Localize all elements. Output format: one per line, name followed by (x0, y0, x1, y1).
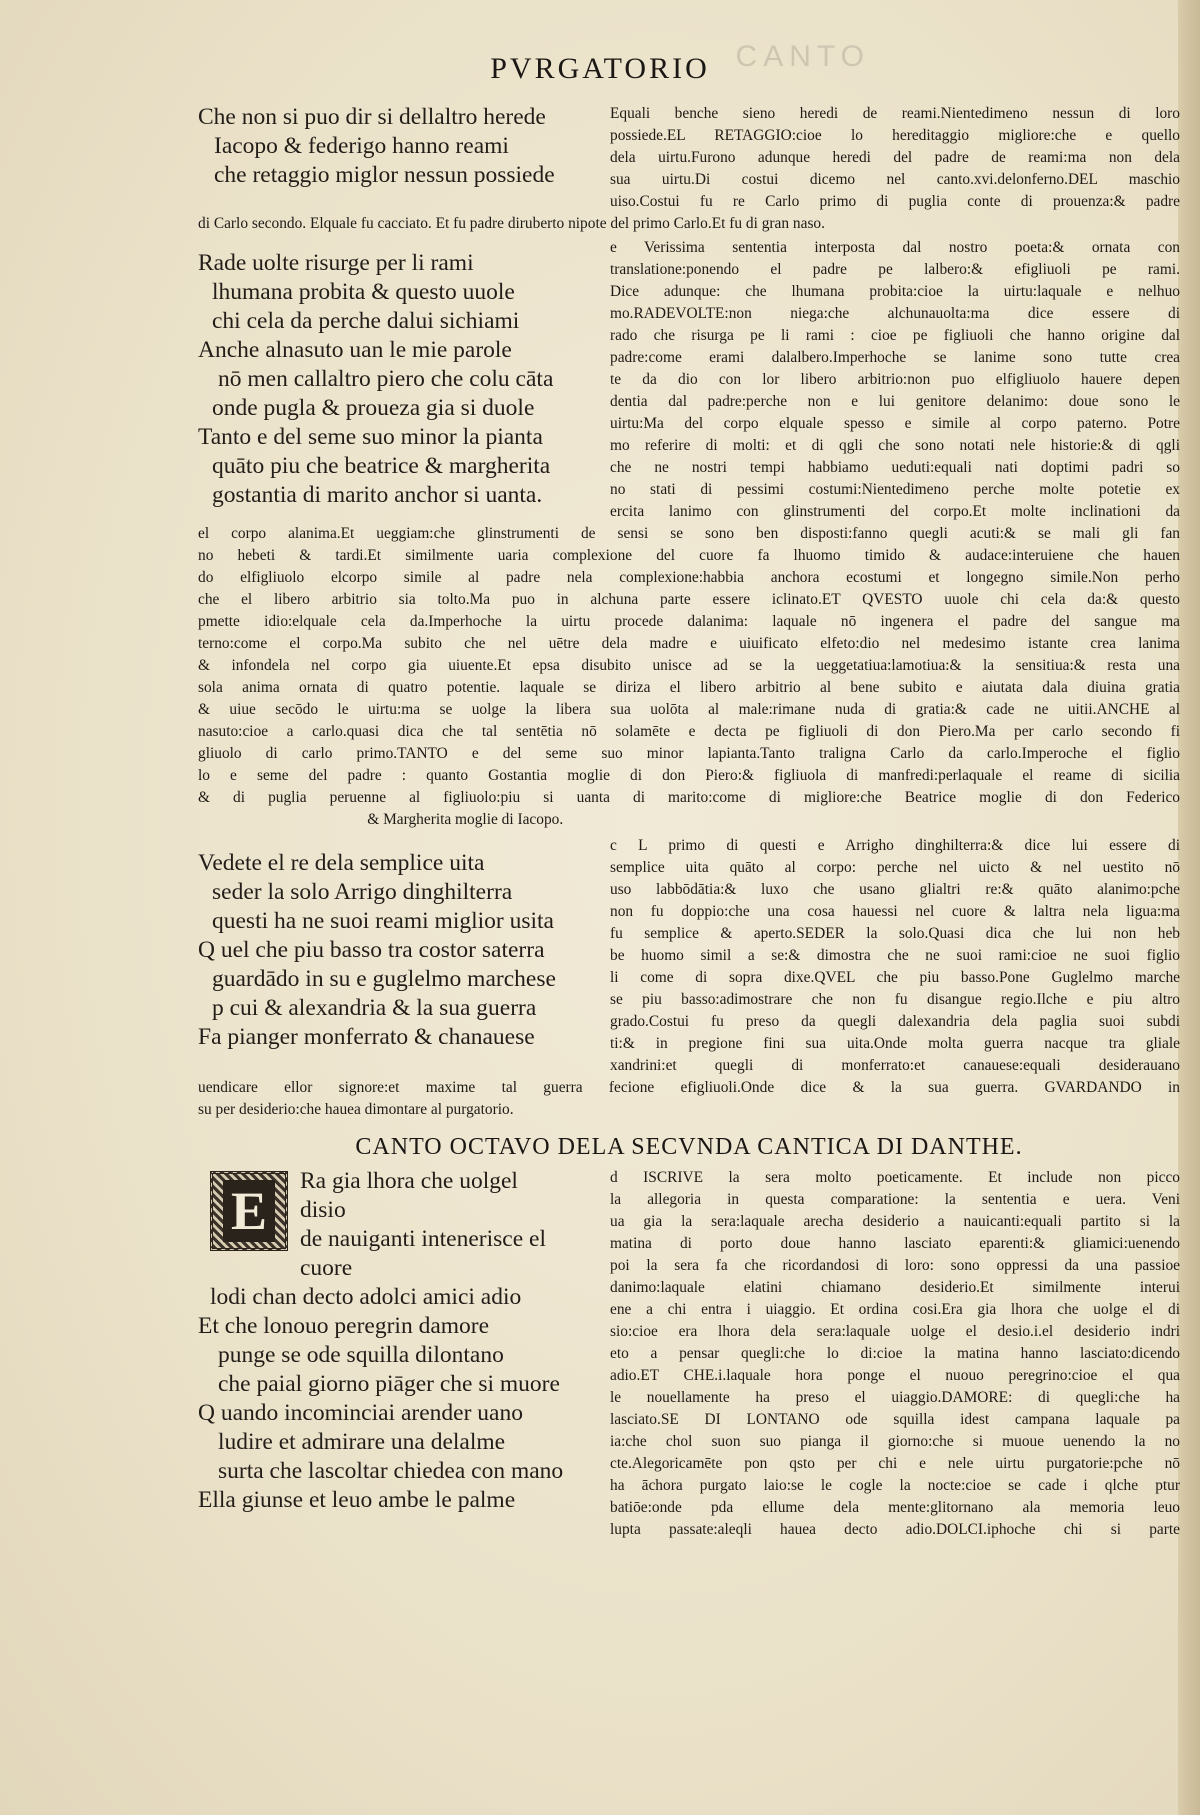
commentary-line: la allegoria in questa comparatione: la sententia e uera. Veni (610, 1191, 1180, 1208)
commentary-line: lo e seme del padre : quanto Gostantia moglie di don Piero:& figliuola di manfredi:perlaquale el reame di sicilia (198, 767, 1180, 784)
commentary-line: dentia dal padre:perche non e lui genitore delanimo: doue sono le (610, 393, 1180, 410)
commentary-block (610, 237, 1180, 523)
verse-line: seder la solo Arrigo dinghilterra (212, 879, 513, 905)
commentary-block (610, 835, 1180, 1077)
commentary-line: no stati di pessimi costumi:Nientedimeno perche molte potetie ex (610, 481, 1180, 498)
commentary-line: batiōe:onde pda ellume dela mente:glitornano ala memoria leuo (610, 1499, 1180, 1516)
commentary-line: grado.Costui fu preso da quegli dalexandria dela paglia suoi subdi (610, 1013, 1180, 1030)
verse-line: Iacopo & federigo hanno reami (214, 133, 509, 159)
running-head: PVRGATORIO (490, 52, 710, 85)
verse-block (198, 1167, 598, 1541)
commentary-line: mo.RADEVOLTE:non niega:che alchunauolta:ma dice essere di (610, 305, 1180, 322)
verse-line: punge se ode squilla dilontano (218, 1342, 504, 1368)
commentary-line: uiso.Costui fu re Carlo primo di puglia conte di prouenza:& padre (610, 193, 1180, 210)
verse-line: Rade uolte risurge per li rami (198, 250, 474, 276)
commentary-line: & di puglia peruenne al figliuolo:piu si uanta di marito:come di migliore:che Beatrice moglie di don Federico (198, 789, 1180, 806)
verse-line: Et che lonouo peregrin damore (198, 1313, 490, 1339)
commentary-line: poi la sera fa che ricordandosi di loro: sono oppressi da una passioe (610, 1257, 1180, 1274)
commentary-line: le nouellamente ha preso el uiaggio.DAMORE: di quegli:che ha (610, 1389, 1180, 1406)
verse-line: Ella giunse et leuo ambe le palme (198, 1487, 516, 1513)
commentary-block (610, 103, 1180, 213)
commentary-line: sio:cioe era lhora dela sera:laquale uolge el desio.i.el desiderio indri (610, 1323, 1180, 1340)
commentary-line: Equali benche sieno heredi de reami.Nientedimeno nessun di loro (610, 105, 1180, 122)
section-3 (198, 835, 1180, 1077)
commentary-line: uirtu:Ma del corpo elquale spesso e simile al corpo paterno. Potre (610, 415, 1180, 432)
verse-line: Che non si puo dir si dellaltro herede (198, 104, 546, 130)
commentary-line: c L primo di questi e Arrigho dinghilterra:& dice lui essere di (610, 837, 1180, 854)
section-1 (198, 103, 1180, 213)
verse-line: Q uando incominciai arender uano (198, 1400, 523, 1426)
commentary-line: semplice uita quāto al corpo: perche nel uicto & nel uestito nō (610, 859, 1180, 876)
verse-line: de nauiganti intenerisce el (300, 1226, 546, 1252)
verse-line: questi ha ne suoi reami miglior usita (212, 908, 554, 934)
commentary-line: & Margherita moglie di Iacopo. (198, 811, 564, 828)
verse-line: Vedete el re dela semplice uita (198, 850, 485, 876)
verse-block (198, 835, 598, 1077)
verse-line: chi cela da perche dalui sichiami (212, 308, 520, 334)
commentary-line: d ISCRIVE la sera molto poeticamente. Et include non picco (610, 1169, 1180, 1186)
commentary-line: uso labbōdātia:& luxo che usano glialtri re:& quāto alanimo:pche (610, 881, 1180, 898)
commentary-line: gliuolo di carlo primo.TANTO e del seme suo minor lapianta.Tanto traligna Carlo da carlo.Imperoche el figlio (198, 745, 1180, 762)
commentary-line: te da dio con lor libero arbitrio:non puo elfigliuolo hauere depen (610, 371, 1180, 388)
section-4 (198, 1167, 1180, 1541)
verse-line: guardādo in su e guglelmo marchese (212, 966, 556, 992)
commentary-line: fu semplice & aperto.SEDER la solo.Quasi dica che lui non heb (610, 925, 1180, 942)
verse-line: che retaggio miglor nessun possiede (214, 162, 555, 188)
verse-line: Tanto e del seme suo minor la pianta (198, 424, 543, 450)
commentary-line: che ne nostri tempi habbiamo ueduti:equali nati doptimi padri so (610, 459, 1180, 476)
incipit-lines (300, 1167, 546, 1283)
commentary-full (198, 1077, 1180, 1121)
commentary-line: non fu doppio:che una cosa hauessi nel cuore & laltra nela ligua:ma (610, 903, 1180, 920)
commentary-line: padre:come erami dalalbero.Imperhoche se lanime sono tutte crea (610, 349, 1180, 366)
commentary-line: danimo:laquale elatini chiamano desiderio.Et similmente interui (610, 1279, 1180, 1296)
verse-line: che paial giorno piāger che si muore (218, 1371, 560, 1397)
verse-line: Ra gia lhora che uolgel (300, 1168, 518, 1194)
decorated-initial (210, 1171, 288, 1251)
commentary-line: li come di sopra dixe.QVEL che piu basso.Pone Guglelmo marche (610, 969, 1180, 986)
commentary-line: & uiue secōdo le uirtu:ma se uolge la libera sua uolōta al male:rimane nuda di gratia:& cade ne uitii.ANCHE al (198, 701, 1180, 718)
commentary-line: di Carlo secondo. Elquale fu cacciato. Et fu padre diruberto nipote del primo Carlo.Et fu di gran naso. (198, 215, 825, 232)
verse-line: surta che lascoltar chiedea con mano (218, 1458, 564, 1484)
commentary-line: uendicare ellor signore:et maxime tal guerra fecione efigliuoli.Onde dice & la sua guerra. GVARDANDO in (198, 1079, 1180, 1096)
verse-line: Q uel che piu basso tra costor saterra (198, 937, 545, 963)
verse-line: p cui & alexandria & la sua guerra (212, 995, 537, 1021)
commentary-line: be huomo simil a se:& dimostra che ne suoi rami:cioe ne suoi figlio (610, 947, 1180, 964)
commentary-line: no hebeti & tardi.Et similmente uaria complexione del cuore fa lhuomo timido & audace:interuiene che hauen (198, 547, 1180, 564)
binding-gutter (1178, 0, 1200, 1815)
bleed-through-text: CANTO (735, 40, 870, 73)
verse-line: disio (300, 1197, 346, 1223)
verse-line: quāto piu che beatrice & margherita (212, 453, 551, 479)
verse-line: nō men callaltro piero che colu cāta (218, 366, 554, 392)
commentary-line: matina di porto doue hanno lasciato eparenti:& gliamici:uenendo (610, 1235, 1180, 1252)
commentary-line: xandrini:et quegli di monferrato:et canauese:equali desiderauano (610, 1057, 1180, 1074)
verse-line: cuore (300, 1255, 353, 1281)
commentary-line: & infondela nel corpo gia uiuente.Et epsa disubito unisce ad se la ueggetatiua:lamotiua:& la sensitiua:& resta una (198, 657, 1180, 674)
commentary-line: lupta passate:aleqli hauea decto adio.DOLCI.iphoche chi si parte (610, 1521, 1180, 1538)
commentary-line: su per desiderio:che hauea dimontare al purgatorio. (198, 1101, 514, 1118)
verse-line: lodi chan decto adolci amici adio (210, 1284, 522, 1310)
commentary-line: possiede.EL RETAGGIO:cioe lo hereditaggio migliore:che e quello (610, 127, 1180, 144)
commentary-line: ti:& in pregione fini sua uita.Onde molta guerra nacque tra gliale (610, 1035, 1180, 1052)
commentary-line: translatione:ponendo el padre pe lalbero:& efigliuoli pe rami. (610, 261, 1180, 278)
incipit (198, 1167, 598, 1283)
verse-line: onde pugla & proueza gia si duole (212, 395, 535, 421)
verse-block (198, 237, 598, 523)
commentary-line: pmette idio:elquale cela da.Imperhoche la uirtu procede dalanima: laquale nō ingenera el padre del sangue ma (198, 613, 1180, 630)
commentary-line: che el libero arbitrio sia tolto.Ma puo in alchuna parte essere iclinato.ET QVESTO uuole chi cela da:& questo (198, 591, 1180, 608)
commentary-full (198, 523, 1180, 831)
commentary-line: terno:come el corpo.Ma subito che nel uētre dela madre e uiuificato elfeto:dio nel medesimo istante crea lanima (198, 635, 1180, 652)
page-content (198, 103, 1180, 1541)
commentary-line: ercita lanimo con glinstrumenti del corpo.Et molte inclinationi da (610, 503, 1180, 520)
commentary-block (610, 1167, 1180, 1541)
commentary-line: el corpo alanima.Et ueggiam:che glinstrumenti de sensi se sono ben disposti:fanno quegli acuti:& se mali gli fan (198, 525, 1180, 542)
commentary-line: sola anima ornata di quatro potentie. laquale se diriza el libero arbitrio al bene subito e aiutata dala diuina gratia (198, 679, 1180, 696)
commentary-line: mo referire di molti: et di qgli che sono notati nele historie:& di qgli (610, 437, 1180, 454)
commentary-line: nasuto:cioe a carlo.quasi dica che tal sentētia nō solamēte e decta pe figliuoli di don Piero.Ma per carlo secondo fi (198, 723, 1180, 740)
commentary-line: rado che risurga pe li rami : cioe pe figliuoli che hanno origine dal (610, 327, 1180, 344)
verse-line: Fa pianger monferrato & chanauese (198, 1024, 535, 1050)
commentary-line: dela uirtu.Furono adunque heredi del padre de reami:ma non dela (610, 149, 1180, 166)
verse-line: lhumana probita & questo uuole (212, 279, 515, 305)
commentary-line: ha āchora purgato laio:se le cogle la nocte:cioe se cade i qlche ptur (610, 1477, 1180, 1494)
verse-line: ludire et admirare una delalme (218, 1429, 506, 1455)
initial-letter: E (223, 1180, 275, 1242)
commentary-line: Dice adunque: che lhumana probita:cioe la uirtu:laquale e nelhuo (610, 283, 1180, 300)
verse-line: gostantia di marito anchor si uanta. (212, 482, 543, 508)
commentary-full (198, 213, 1180, 235)
commentary-line: ua gia la sera:laquale arecha desiderio a nauicanti:equali partito si la (610, 1213, 1180, 1230)
commentary-line: cte.Alegoricamēte pon qsto per chi e nele uirtu purgatorie:pche nō (610, 1455, 1180, 1472)
commentary-line: ene a chi entra i uiaggio. Et ordina cosi.Era gia lhora che uolge el di (610, 1301, 1180, 1318)
verse-line: Anche alnasuto uan le mie parole (198, 337, 512, 363)
commentary-line: e Verissima sententia interposta dal nostro poeta:& ornata con (610, 239, 1180, 256)
verse-block (198, 103, 598, 213)
commentary-line: se piu basso:adimostrare che non fu disangue regio.Ilche e piu altro (610, 991, 1180, 1008)
commentary-line: adio.ET CHE.i.laquale hora ponge el nuouo peregrino:cioe el qua (610, 1367, 1180, 1384)
section-2 (198, 237, 1180, 523)
commentary-line: sua uirtu.Di costui dicemo nel canto.xvi.delonferno.DEL maschio (610, 171, 1180, 188)
commentary-line: eto a pensar quegli:che lo di:cioe la matina hanno lasciato:dicendo (610, 1345, 1180, 1362)
canto-title: CANTO OCTAVO DELA SECVNDA CANTICA DI DANTHE. (355, 1134, 1023, 1160)
commentary-line: do elfigliuolo elcorpo simile al padre nela complexione:habbia anchora ecostumi et longegno simile.Non perho (198, 569, 1180, 586)
commentary-line: lasciato.SE DI LONTANO ode squilla idest campana laquale pa (610, 1411, 1180, 1428)
commentary-line: ia:che chol suon suo pianga il giorno:che si muoue uenendo la no (610, 1433, 1180, 1450)
